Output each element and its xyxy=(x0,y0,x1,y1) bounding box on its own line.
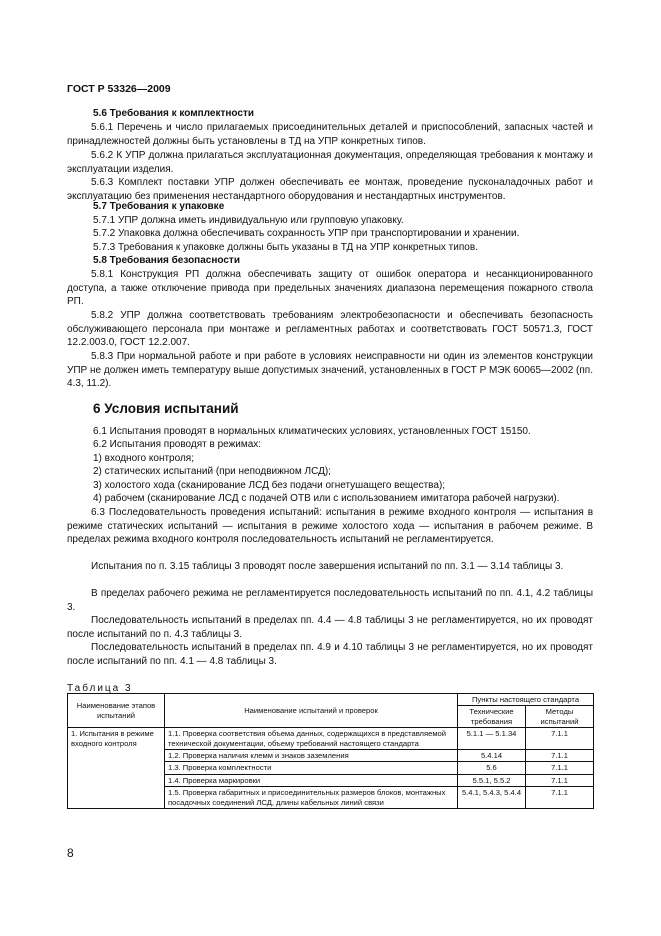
section-6-title: 6 Условия испытаний xyxy=(93,401,239,416)
para-5-6-2: 5.6.2 К УПР должна прилагаться эксплуатационная документация, определяющая требования к монтажу и эксплуатации изделия. xyxy=(67,150,593,175)
requirements-cell: 5.6 xyxy=(458,762,526,774)
requirements-cell: 5.4.1, 5.4.3, 5.4.4 xyxy=(458,787,526,809)
para-5-7-3: 5.7.3 Требования к упаковке должны быть указаны в ТД на УПР конкретных типов. xyxy=(93,242,478,253)
test-name-cell: 1.4. Проверка маркировки xyxy=(165,774,458,786)
methods-cell: 7.1.1 xyxy=(526,774,594,786)
methods-cell: 7.1.1 xyxy=(526,787,594,809)
header-points: Пункты настоящего стандарта xyxy=(458,694,594,706)
methods-cell: 7.1.1 xyxy=(526,728,594,750)
para-6-3-note-2: В пределах рабочего режима не регламентируется последовательность испытаний по пп. 4.1, 4.2 таблицы 3. xyxy=(67,588,593,613)
requirements-cell: 5.4.14 xyxy=(458,750,526,762)
section-5-8-title: 5.8 Требования безопасности xyxy=(93,255,240,266)
para-5-8-2: 5.8.2 УПР должна соответствовать требованиям электробезопасности и обеспечивать безопасность обслуживающего персонала при монтаже и регламентных работах и соответствовать ГОСТ 50571.3, ГОСТ 12.2.003.0, ГОСТ 12.2.007. xyxy=(67,310,593,349)
requirements-cell: 5.1.1 — 5.1.34 xyxy=(458,728,526,750)
para-6-3-note-1: Испытания по п. 3.15 таблицы 3 проводят после завершения испытаний по пп. 3.1 — 3.14 таблицы 3. xyxy=(91,561,564,572)
header-methods: Методы испытаний xyxy=(526,706,594,728)
requirements-cell: 5.5.1, 5.5.2 xyxy=(458,774,526,786)
stage-cell: 1. Испытания в режиме входного контроля xyxy=(68,728,165,809)
list-item-1: 1) входного контроля; xyxy=(93,453,194,464)
test-name-cell: 1.2. Проверка наличия клемм и знаков заземления xyxy=(165,750,458,762)
para-6-2: 6.2 Испытания проводят в режимах: xyxy=(93,439,262,450)
list-item-2: 2) статических испытаний (при неподвижном ЛСД); xyxy=(93,466,331,477)
para-6-3-note-4: Последовательность испытаний в пределах пп. 4.9 и 4.10 таблицы 3 не регламентируется, но их проводят после испытаний по пп. 4.1 — 4.8 таблицы 3. xyxy=(67,642,593,667)
header-name: Наименование испытаний и проверок xyxy=(165,694,458,728)
list-item-4: 4) рабочем (сканирование ЛСД с подачей ОТВ или с использованием имитатора рабочей нагрузки). xyxy=(93,493,560,504)
header-requirements: Технические требования xyxy=(458,706,526,728)
para-6-1: 6.1 Испытания проводят в нормальных климатических условиях, установленных ГОСТ 15150. xyxy=(93,426,531,437)
methods-cell: 7.1.1 xyxy=(526,750,594,762)
section-5-7-title: 5.7 Требования к упаковке xyxy=(93,201,225,212)
table-caption: Таблица 3 xyxy=(67,683,133,694)
para-5-8-3: 5.8.3 При нормальной работе и при работе в условиях неисправности ни один из элементов конструкции УПР не должен иметь температуру выше допустимых значений, установленных в ГОСТ Р МЭК 60065—2002 (пп. 4.3, 11.2). xyxy=(67,351,593,390)
para-5-7-1: 5.7.1 УПР должна иметь индивидуальную или групповую упаковку. xyxy=(93,215,404,226)
para-6-3-note-3: Последовательность испытаний в пределах пп. 4.4 — 4.8 таблицы 3 не регламентируется, но их проводят после испытаний по п. 4.3 таблицы 3. xyxy=(67,615,593,640)
page-number: 8 xyxy=(67,846,74,860)
para-5-6-3: 5.6.3 Комплект поставки УПР должен обеспечивать ее монтаж, проведение пусконаладочных работ и эксплуатацию без применения нестандартного оборудования и нестандартных инструментов. xyxy=(67,177,593,202)
header-stage: Наименование этапов испытаний xyxy=(68,694,165,728)
document-header: ГОСТ Р 53326—2009 xyxy=(67,83,171,95)
test-name-cell: 1.5. Проверка габаритных и присоединительных размеров блоков, монтажных посадочных соединений ЛСД, длины кабельных линий связи xyxy=(165,787,458,809)
list-item-3: 3) холостого хода (сканирование ЛСД без подачи огнетушащего вещества); xyxy=(93,480,446,491)
table-3 xyxy=(67,693,594,809)
para-5-7-2: 5.7.2 Упаковка должна обеспечивать сохранность УПР при транспортировании и хранении. xyxy=(93,228,520,239)
test-name-cell: 1.1. Проверка соответствия объема данных, содержащихся в представляемой технической документации, объему требований настоящего стандарта xyxy=(165,728,458,750)
methods-cell: 7.1.1 xyxy=(526,762,594,774)
table-row xyxy=(68,728,594,750)
para-5-6-1: 5.6.1 Перечень и число прилагаемых присоединительных деталей и приспособлений, запасных частей и принадлежностей должны быть установлены в ТД на УПР конкретных типов. xyxy=(67,122,593,147)
test-name-cell: 1.3. Проверка комплектности xyxy=(165,762,458,774)
para-6-3: 6.3 Последовательность проведения испытаний: испытания в режиме входного контроля — испытания в режиме статических испытаний — испытания в режиме холостого хода — испытания в рабочем режиме. В пределах режима входного контроля последовательность испытаний не регламентируется. xyxy=(67,507,593,546)
section-5-6-title: 5.6 Требования к комплектности xyxy=(93,108,254,119)
para-5-8-1: 5.8.1 Конструкция РП должна обеспечивать защиту от ошибок оператора и несанкционированного доступа, а также отключение привода при предельных значениях диапазона перемещения пожарного ствола РП. xyxy=(67,269,593,308)
